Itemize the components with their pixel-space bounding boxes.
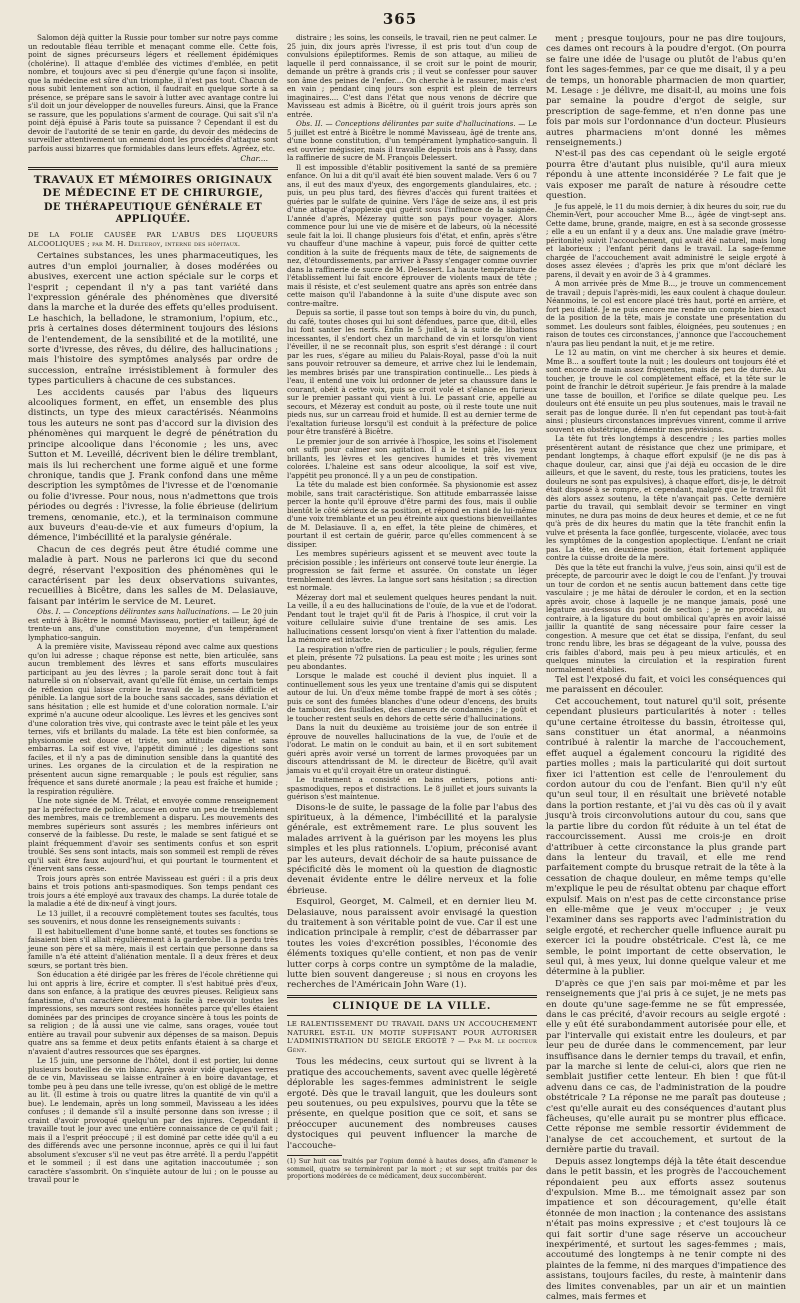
body-paragraph: Lorsque le malade est couché il devient plus inquiet. Il a continuellement sous les yeux une trentaine d'amis qui se disputent autour de lui. Un d'eux même tombe frappé de mort à ses côtés ; puis ce sont des fumées blanches d'une odeur d'encens, des bruits de tambour, des fusillades, des clameurs de condamnés ; le goût et le toucher restent seuls en dehors de cette série d'hallucinations. [287,671,537,723]
article-title-seigle-ergote: LE RALENTISSEMENT DU TRAVAIL DANS UN ACCOUCHEMENT NATUREL EST-IL UN MOTIF SUFFISANT POUR AUTORISER L'ADMINISTRATION DU SEIGLE ERGOTÉ ? — Par M. le docteur Gény. [287,1020,537,1054]
body-paragraph: Trois jours après son entrée Mavisseau est guéri : il a pris deux bains et trois potions anti-spasmodiques. Son temps pendant ces trois jours a été employé aux travaux des champs. La durée totale de la maladie a été de dix-neuf à vingt jours. [28,873,278,909]
intro-paragraph: Certaines substances, les unes pharmaceutiques, les autres d'un emploi journalier, à doses modérées ou abusives, exercent une action spéciale sur le corps et l'esprit ; cependant il n'y a pas tant variété dans l'expression générale des phénomènes que diversité dans la marche et la durée des effets qu'elles produisent. Le haschich, la belladone, le stramonium, l'opium, etc., pris à certaines doses déterminent toujours des lésions de l'entendement, de la sensibilité et de la motilité, une sorte d'ivresse, des rêves, du délire, des hallucinations ; mais l'histoire des symptômes analysés par ordre de succession, entraîne irrésistiblement à formuler des types particuliers à chacune de ces substances. [28,251,278,387]
body-paragraph: La tête du malade est bien conformée. Sa physionomie est assez mobile, sans trait caractéristique. Son attitude embarrassée laisse percer la honte qu'il éprouve d'être parmi des fous, mais il oublie bientôt le côté sérieux de sa position, et répond en riant de lui-même d'une voix tremblante et un peu étreinte aux questions bienveillantes de M. Delasiauve. Il a, en effet, la tête pleine de chimères, et pourtant il est certain de guérir, parce qu'elles commencent à se dissiper. [287,480,537,549]
body-paragraph: Depuis assez longtemps déjà la tête était descendue dans le petit bassin, et les progrès de l'accouchement répondaient peu aux efforts assez soutenus d'expulsion. Mme B... me témoignait assez par son impatience et son découragement, qu'elle était étonnée de mon inaction ; la contenance des assistans n'était pas moins expressive ; et c'est toujours là ce qui fait sortir d'une sage réserve un accoucheur inexpérimenté, et surtout les sages-femmes ; mais, accoutumé des longtemps à ne tenir compte ni des plaintes de la femme, ni des marques d'impatience des assistans, toujours faciles, du reste, à maintenir dans des limites convenables, par un air et un maintien calmes, mais fermes et [546,1156,786,1302]
body-paragraph: Son éducation a été dirigée par les frères de l'école chrétienne qui lui ont appris à lire, écrire et compter. Il s'est habitué près d'eux, dans son enfance, à la pratique des œuvres pieuses. Religieux sans fanatisme, d'un caractère doux, mais facile à recevoir toutes les impressions, ses mœurs sont restées honnêtes parce qu'elles étaient dominées par des principes de croyance sincère à tous les points de sa religion ; de là aussi une vie calme, sans orages, vouée tout entière au travail pour subvenir aux dépenses de sa maison. Depuis quatre ans sa femme et deux petits enfants étaient à sa charge et n'avaient d'autres ressources que ses épargnes. [28,970,278,1056]
body-paragraph: A la première visite, Mavisseau répond avec calme aux questions qu'on lui adresse ; chaque réponse est nette, bien articulée, sans aucun tremblement des lèvres et sans efforts musculaires participant au jeu des lèvres ; la parole serait donc tout à fait naturelle si on n'observait, avant qu'elle fût émise, un certain temps de réflexion qui laisse croire le travail de la pensée difficile et pénible. La langue sort de la bouche sans saccades, sans déviation et sans hésitation ; elle est humide et d'une coloration normale. L'air exprimé n'a aucune odeur alcoolique. Les lèvres et les gencives sont d'une coloration très vive, qui contraste avec le teint pâle et les yeux ternes, vifs et brillants du malade. La tête est bien conformée, sa physionomie est douce et triste, son attitude calme et sans embarras. La soif est vive, l'appétit diminué ; les digestions sont faciles, et il n'y a pas de diminution sensible dans la quantité des urines. Les organes de la circulation et de la respiration ne présentent aucun signe remarquable ; le pouls est régulier, sans fréquence et sans dureté anormale ; la peau est fraîche et humide ; la respiration régulière. [28,642,278,796]
intro-paragraph: Chacun de ces degrés peut être étudié comme une maladie à part. Nous ne parlerons ici que du second degré, réservant l'exposition des phénomènes qui le caractérisent par les deux observations suivantes, recueillies à Bicêtre, dans les salles de M. Delasiauve, faisant par intérim le service de M. Leuret. [28,544,278,607]
body-paragraph: Mézeray dort mal et seulement quelques heures pendant la nuit. La veille, il a eu des hallucinations de l'ouïe, de la vue et de l'odorat. Pendant tout le trajet qu'il fit de Paris à l'hospice, il crut voir la voiture cellulaire suivie d'une trentaine de ses amis. Les hallucinations cessent lorsqu'on vient à fixer l'attention du malade. La mémoire est intacte. [287,592,537,644]
body-paragraph: Dès que la tête eut franchi la vulve, j'eus soin, ainsi qu'il est de précepte, de parcourir avec le doigt le cou de l'enfant. J'y trouvai un tour de cordon et ne sentis aucun battement dans cette tige vasculaire ; je me hâtai de dérouler le cordon, et en la section après avoir, chose à laquelle je ne manque jamais, posé une légature au-dessous du point de section ; je ne procédai, au contraire, à la ligature du bout ombilical qu'après en avoir laissé jaillir la quantité de sang nécessaire pour faire cesser la congestion. A mesure que cet état se dissipa, l'enfant, du seul tronc rendu libre, les bras se dégageant de la vulve, poussa des cris faibles d'abord, mais peu à peu mieux articulés, et en quelques minutes la circulation et la respiration furent normalement établies. [546,562,786,674]
observation-2-heading: Obs. II. — Conceptions délirantes par suite d'hallucinations. — [296,119,526,128]
body-paragraph: Depuis sa sortie, il passe tout son temps à boire du vin, du punch, du café, toutes choses qui lui sont défendues, parce que, dit-il, elles lui font santer les nerfs. Enfin le 5 juillet, à la suite de libations incessantes, il s'endort chez un marchand de vin et lorsqu'on vient l'éveiller, il ne se reconnaît plus, son esprit s'est dérangé : il court par les rues, s'égare au milieu du Palais-Royal, passe d'où la nuit sans pouvoir retrouver sa demeure, et arrive chez lui le lendemain, les membres brisés par une transpiration continuelle... Les pieds à l'eau, il entend une voix lui ordonner de jeter sa chaussure dans le courant, obéit à cette voix, puis se croit volé et s'élance en furieux sur le premier passant qui vient à lui. Le passant crie, appelle au secours, et Mézeray est conduit au poste, où il reste toute une nuit pieds nus, sur un carreau froid et humide. Il est au dernier terme de l'exaltation furieuse lorsqu'il est conduit à la préfecture de police pour être transféré à Bicêtre. [287,308,537,436]
column-3 [546,34,786,1303]
footnote-divider [287,1155,342,1156]
footnote: (1) Sur huit cas traités par l'opium donné à hautes doses, afin d'amener le sommeil, quatre se terminèrent par la mort ; et sur sept traités par des proportions modérées de ce médicament, deux succombèrent. [287,1158,537,1181]
body-paragraph: D'après ce que j'en sais par moi-même et par les renseignements que j'ai pris à ce sujet, je ne mets pas en doute qu'une sage-femme ne se fût empressée, dans le cas précité, d'avoir recours au seigle ergoté : elle y eût été surabondamment autorisée pour elle, et par l'intervalle qui existait entre les douleurs, et par leur peu de durée dans le commencement, par leur insuffisance dans le dernier temps du travail, et enfin, par la marche si lente de celui-ci, alors que rien ne semblait justifier cette lenteur. Eh bien ! que fût-il advenu dans ce cas, de l'administration de la poudre obstétricale ? La réponse ne me paraît pas douteuse ; c'est qu'elle aurait eu des conséquences d'autant plus fâcheuses, qu'elle aurait pu se montrer plus efficace. Cette réponse me semble ressortir évidemment de l'analyse de cet accouchement, et surtout de la dernière partie du travail. [546,978,786,1156]
body-paragraph: Tel est l'exposé du fait, et voici les conséquences qui me paraissent en découler. [546,675,786,696]
body-paragraph: Le 15 juin, une personne de l'hôtel, dont il est portier, lui donne plusieurs bouteilles de vin blanc. Après avoir vidé quelques verres de ce vin, Mavisseau se laisse entraîner à en boire davantage, et tombe peu à peu dans une telle ivresse, qu'on est obligé de le mettre au lit. (Il estime à trois ou quatre litres la quantité de vin qu'il a bue). Le lendemain, après un long sommeil, Mavisseau a les idées confuses ; il demande s'il a insulté personne dans son ivresse ; il craint d'avoir provoqué quelqu'un par des injures. Cependant il travaille tout le jour avec une entière connaissance de ce qu'il fait ; mais il a l'esprit préoccupé ; il est dominé par cette idée qu'il a eu des différends avec une personne inconnue, après ce qui il lui faut absolument s'excuser s'il ne veut pas être arrêté. Il a perdu l'appétit et le sommeil ; il est dans une agitation inaccoutumée ; son caractère s'assombrit. On s'inquiète autour de lui ; on le pousse au travail pour le [28,1056,278,1185]
body-paragraph: Je fus appelé, le 11 du mois dernier, à dix heures du soir, rue du Chemin-Vert, pour accoucher Mme B..., âgée de vingt-sept ans. Cette dame, brune, grande, maigre, en est à sa seconde grossesse ; elle a eu un enfant il y a deux ans. Une maladie grave (métro-péritonite) suivit l'accouchement, qui avait été naturel, mais long et laborieux ; l'enfant périt dans le travail. La sage-femme chargée de l'accouchement avait administré le seigle ergoté à doses assez élevées ; d'après les prix que m'ont déclaré les parens, il devait y en avoir de 3 à 4 grammes. [546,201,786,279]
body-paragraph: Il est impossible d'établir positivement la santé de sa première enfance. On lui a dit qu'il avait été bien souvent malade. Vers 6 ou 7 ans, il eut des maux d'yeux, des engorgements glandulaires, etc. ; puis, un peu plus tard, des fièvres d'accès qui furent traitées et guéries par le sulfate de quinine. Vers l'âge de seize ans, il est pris d'une attaque d'apoplexie qui guérit sous l'influence de la saignée. L'année d'après, Mézeray quitte son pays pour voyager. Alors commence pour lui une vie de misère et de labeurs, où la nécessité seule fait la loi. Il change plusieurs fois d'état, et enfin, après s'être vu chauffeur d'une machine à vapeur, puis forcé de quitter cette condition à la suite de fréquents maux de tête, de saignements de nez, d'étourdissements, par arriver à Passy s'engager comme ouvrier dans la raffinerie de sucre de M. Delessert. La haute température de l'établissement lui fait encore éprouver de violents maux de tête ; mais il résiste, et c'est seulement quatre ans après son entrée dans cette maison qu'il l'abandonne à la suite d'une dispute avec son contre-maître. [287,162,537,308]
section-title-therapeutique: DE THÉRAPEUTIQUE GÉNÉRALE ET APPLIQUÉE. [43,202,263,226]
body-paragraph: Il est habituellement d'une bonne santé, et toutes ses fonctions se faisaient bien s'il allait régulièrement à la garderobe. Il a perdu très jeune son père et sa mère, mais il est certain que personne dans sa famille n'a été atteint d'aliénation mentale. Il a deux frères et deux sœurs, se portant très bien. [28,926,278,970]
body-paragraph: Le 12 au matin, on vint me chercher à six heures et demie. Mme B... a souffert toute la nuit ; les douleurs ont toujours été et sont encore de main assez fréquentes, mais de peu de durée. Au toucher, je trouve le col complètement effacé, et la tête sur le point de franchir le détroit supérieur. Je fais prendre à la malade une tasse de bouillon, et l'orifice se dilate quelque peu. Les douleurs ont été ensuite un peu plus soutenues, mais le travail ne serait pas de longue durée. Il n'en fut cependant pas tout-à-fait ainsi ; plusieurs circonstances imprévues vinrent, comme il arrive souvent en obstétrique, démentir mes prévisions. [546,348,786,434]
body-paragraph: La tête fut très longtemps à descendre ; les parties molles présentèrent autant de résistance que chez une primipare, et pendant longtemps, à chaque effort expulsif (je ne dis pas à chaque douleur, car, ainsi que j'ai déjà eu occasion de le dire ailleurs, et que le savent, du reste, tous les praticiens, toutes les douleurs ne sont pas expulsives), à chaque effort, dis-je, le détroit était disposé à se rompre, et cependant, malgré que le travail fût dès alors assez soutenu, la tête n'avançait pas. Cette dernière partie du travail, qui semblait devoir se terminer en vingt minutes, ne dura pas moins de deux heures et demie, et ce ne fut qu'à près de dix heures du matin que la tête franchit enfin la vulve et présenta la face gonflée, turgescente, violacée, avec tous les symptômes de la congestion apoplectique. L'enfant ne criait pas. La tête, en deuxième position, était fortement appliquée contre la cuisse droite de la mère. [546,434,786,562]
section-divider [287,1015,537,1016]
body-paragraph: Dans la nuit du deuxième au troisième jour de son entrée il éprouve de nouvelles hallucinations de la vue, de l'ouïe et de l'odorat. Le matin on le conduit au bain, et il en sort subitement guéri après avoir versé un torrent de larmes provoquées par un discours attendrissant de M. le directeur de Bicêtre, qu'il avait jamais vu et qu'il croyait être un orateur distingué. [287,723,537,775]
body-paragraph: distraire ; les soins, les conseils, le travail, rien ne peut calmer. Le 25 juin, dix jours après l'ivresse, il est pris tout d'un coup de convulsions épileptiformes. Remis de son attaque, au milieu de laquelle il perd connaissance, il se croit sur le point de mourir, demande un prêtre à grands cris ; il veut se confesser pour sauver son âme des peines de l'enfer.... On cherche à le rassurer, mais c'est en vain ; pendant cinq jours son esprit est plein de terreurs imaginaires.... C'est dans l'état que nous venons de décrire que Mavisseau est admis à Bicêtre, où il guérit trois jours après son entrée. [287,33,537,119]
body-paragraph: Une note signée de M. Trélat, et envoyée comme renseignement par la préfecture de police, accuse en outre un peu de tremblement des membres, mais ce tremblement a disparu. Les mouvements des membres supérieurs sont assurés ; les membres inférieurs ont conservé de la faiblesse. Du reste, le malade se sent fatigué et se plaint fréquemment d'avoir ses sentiments confus et son esprit troublé. Ses sens sont intacts, mais son sommeil est rempli de rêves qu'il sait être faux aujourd'hui, et qui pourtant le tourmentent et l'énervent sans cesse. [28,796,278,874]
letter-closing-text: Salomon déjà quitter la Russie pour tomber sur notre pays comme un redoutable fléau terrible et menaçant comme elle. Cette fois, point de signes précurseurs légers et réellement épidémiques (cholérine). Il attaque d'emblée des victimes d'emblée, en petit nombre, et toujours avec si peu d'énergie qu'une façon si insolite, que la médecine est sûre d'un triomphe, il n'est pas tout. Chacun de nous subit lentement son action, il faudrait en quelque sorte à sa présence, se prépare sans le savoir à lutter avec avantage contre lui s'il doit un jour développer de nouvelles fureurs. Ainsi, que la France se rassure, que les populations s'arment de courage. Qui sait s'il n'a point déjà épuisé à Paris toute sa puissance ? Cependant il est du devoir de l'autorité de se tenir en garde, du devoir des médecins de surveiller attentivement un ennemi dont les procédés d'attaque sont parfois aussi bizarres que formidables dans leurs effets. Agréez, etc. [28,33,278,153]
body-paragraph: Le 13 juillet, il a recouvré complètement toutes ses facultés, tous ses souvenirs, et nous donne les renseignements suivants : [28,908,278,927]
section-divider [287,995,537,998]
body-paragraph: Tous les médecins, ceux surtout qui se livrent à la pratique des accouchements, savent avec quelle légèreté déplorable les sages-femmes administrent le seigle ergoté. Dès que le travail languit, que les douleurs sont peu soutenues, ou peu expulsives, pourvu que la tête se présente, en quelque position que ce soit, et sans se préoccuper aucunement des nombreuses causes dystociques qui peuvent influencer la marche de l'accouche- [287,1057,537,1151]
body-paragraph: A mon arrivée près de Mme B..., je trouve un commencement de travail ; depuis l'après-midi, les eaux coulent à chaque douleur. Néanmoins, le col est encore placé très haut, porté en arrière, et fort peu dilaté. Je ne puis encore me rendre un compte bien exact de la position de la tête, mais je constate une présentation du sommet. Les douleurs sont faibles, éloignées, peu soutenues ; en raison de toutes ces circonstances, j'annonce que l'accouchement n'aura pas lieu pendant la nuit, et je me retire. [546,279,786,348]
article-title-folie: DE LA FOLIE CAUSÉE PAR L'ABUS DES LIQUEURS ALCOOLIQUES ; par M. H. Delteroy, interne des hôpitaux. [28,231,278,248]
section-title-clinique: CLINIQUE DE LA VILLE. [332,1000,492,1012]
text-columns [28,33,786,1302]
observation-2-intro [287,120,537,163]
body-paragraph: Esquirol, Georget, M. Calmeil, et en dernier lieu M. Delasiauve, nous paraissent avoir envisagé la question du traitement à son véritable point de vue. Car il est une indication principale à remplir, c'est de débarrasser par toutes les voies d'excrétion possibles, l'économie des éléments toxiques qu'elle contient, et non pas de venir lutter corps à corps contre un symptôme de la maladie, lutte bien souvent dangereuse ; si nous en croyons les recherches de l'Américain John Ware (1). [287,897,537,991]
section-title-travaux: TRAVAUX ET MÉMOIRES ORIGINAUX DE MÉDECINE ET DE CHIRURGIE, [33,174,273,200]
section-divider [28,167,278,170]
body-paragraph: ment ; presque toujours, pour ne pas dire toujours, ces dames ont recours à la poudre d'ergot. (On pourra se faire une idée de l'usage ou plutôt de l'abus qu'en font les sages-femmes, par ce que me disait, il y a peu de temps, un honorable pharmacien de mon quartier, M. Lesage : je délivre, me disait-il, au moins une fois par semaine la poudre d'ergot de seigle, sur prescription de sage-femme, et n'en donne pas une fois par mois sur l'ordonnance d'un docteur. Plusieurs autres pharmaciens m'ont donné les mêmes renseignements.) [546,34,786,149]
body-paragraph: N'est-il pas des cas cependant où le seigle ergoté pourra être d'autant plus nuisible, qu'il aura mieux répondu à une attente inconsidérée ? Le fait que je vais exposer me paraît de nature à résoudre cette question. [546,149,786,202]
observation-1-text: Le 20 juin est entré à Bicêtre le nommé Mavisseau, portier et tailleur, âgé de trente-un ans, d'une constitution moyenne, d'un tempérament lymphatico-sanguin. [28,607,278,642]
body-paragraph: Les membres supérieurs agissent et se meuvent avec toute la précision possible ; les inférieurs ont conservé toute leur énergie. La progression se fait ferme et assurée. On constate un léger tremblement des lèvres. La langue sort sans hésitation ; sa direction est normale. [287,549,537,592]
body-paragraph: Disons-le de suite, le passage de la folie par l'abus des spiritueux, à la démence, l'imbécillité et la paralysie générale, est extrêmement rare. Le plus souvent les malades arrivent à la guérison par les moyens les plus simples et les plus rationnels. L'opium, préconisé avant par les auteurs, devait déchoir de sa haute puissance de spécificité dès le moment où la question de diagnostic devenait évidente entre le délire nerveux et la folie ébrieuse. [287,802,537,896]
body-paragraph: Le traitement a consisté en bains entiers, potions anti-spasmodiques, repos et distractions. Le 8 juillet et jours suivants la guérison s'est maintenue. [287,775,537,801]
observation-1-heading: Obs. I. — Conceptions délirantes sans hallucinations. — [37,607,240,617]
column-2 [287,34,537,1303]
body-paragraph: Cet accouchement, tout naturel qu'il soit, présente cependant plusieurs particularités à noter : telles qu'une certaine étroitesse du bassin, étroitesse qui, sans constituer un état anormal, a néanmoins contribué à ralentir la marche de l'accouchement, effet auquel a également concouru la rigidité des parties molles ; mais la particularité qui doit surtout fixer ici l'attention est celle de l'enroulement du cordon autour du cou de l'enfant. Bien qu'il n'y eût qu'un seul tour, il en résultait une brièveté notable dans la portion restante, et j'ai vu dès cas où il y avait jusqu'à trois circonvolutions autour du cou, sans que la partie libre du cordon fût réduite à un tel état de raccourcissement. Aussi me crois-je en droit d'attribuer à cette circonstance la plus grande part dans la lenteur du travail, et elle me rend parfaitement compte du brusque retrait de la tête à la cessation de chaque douleur, en même temps qu'elle m'explique le peu de résultat obtenu par chaque effort expulsif. Mais on n'est pas de cette circonstance prise en elle-même que je veux m'occuper ; je veux l'examiner dans ses rapports avec l'administration du seigle ergoté, et rechercher quelle influence aurait pu exercer ici la poudre obstétricale. C'est là, ce me semble, le point important de cette observation, le seul qui, à mes yeux, lui donne quelque valeur et me détermine à la publier. [546,696,786,978]
column-1 [28,34,278,1303]
body-paragraph: La respiration n'offre rien de particulier ; le pouls, régulier, ferme et plein, présente 72 pulsations. La peau est moite ; les urines sont peu abondantes. [287,644,537,671]
observation-2-text: Le 5 juillet est entré à Bicêtre le nommé Mavisseau, âgé de trente ans, d'une bonne constitution, d'un tempérament lymphatico-sanguin. Il est ouvrier mégissier, mais il travaille depuis trois ans à Passy, dans la raffinerie de sucre de M. François Delessert. [287,119,537,162]
page-number: 365 [382,10,418,28]
intro-paragraph: Les accidents causés par l'abus des liqueurs alcooliques forment, en effet, un ensemble des plus distincts, un type des mieux caractérisés. Néanmoins tous les auteurs ne sont pas d'accord sur la division des phénomènes qui marquent le degré de pénétration du principe alcoolique dans l'économie ; les uns, avec Sutton et M. Leveillé, décrivent bien le délire tremblant, mais ils lui recherchent une forme aiguë et une forme chronique, tandis que J. Frank confond dans une même description les symptômes de l'ivresse et de l'œnomanie ou folie d'ivresse. Pour nous, nous n'admettons que trois périodes ou degrés : l'ivresse, la folie ébrieuse (delirium tremens, œnomanie, etc.), et la terminaison commune aux buveurs d'eau-de-vie et aux fumeurs d'opium, la démence, l'imbécillité et la paralysie générale. [28,387,278,544]
body-paragraph: Le premier jour de son arrivée à l'hospice, les soins et l'isolement ont suffi pour calmer son agitation. Il a le teint pâle, les yeux brillants, les lèvres et les gencives humides et très vivement colorées. L'haleine est sans odeur alcoolique, la soif est vive, l'appétit peu prononcé. Il y a un peu de constipation. [287,436,537,480]
letter-signature: Char.... [240,154,268,163]
observation-1-intro [28,608,278,642]
